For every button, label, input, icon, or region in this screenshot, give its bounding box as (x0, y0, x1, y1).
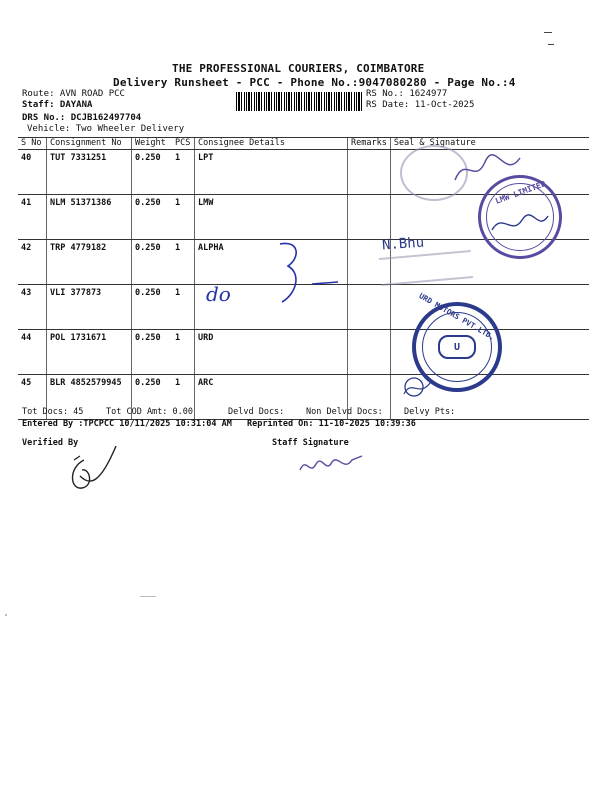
staff-label: Staff: DAYANA (22, 100, 93, 110)
cell-consignee: LMW (195, 195, 348, 240)
company-title: THE PROFESSIONAL COURIERS, COIMBATORE (172, 62, 425, 75)
tot-docs: Tot Docs: 45 (22, 407, 84, 417)
col-pcs: PCS (172, 138, 195, 150)
non-delvd-docs: Non Delvd Docs: (306, 407, 383, 417)
pen-mark (548, 44, 554, 45)
col-sno: S No (18, 138, 47, 150)
rs-number: RS No.: 1624977 (366, 89, 448, 99)
row43-handwritten-note: do (206, 282, 231, 306)
staff-signature-scribble (296, 446, 366, 482)
cell-sno: 43 (18, 285, 47, 330)
urd-stamp-text: URD MOTORS PVT.LTD. (417, 291, 497, 342)
reprinted-on: Reprinted On: 11-10-2025 10:39:36 (247, 419, 416, 429)
alpha-stamp-signature: N.Bhu (381, 234, 425, 254)
scan-speck (140, 596, 156, 597)
delvd-docs: Delvd Docs: (228, 407, 285, 417)
cell-sno: 45 (18, 375, 47, 420)
cell-consignee: ARC (195, 375, 348, 420)
pen-mark (544, 32, 552, 33)
barcode-image (236, 92, 364, 111)
cell-consignment: VLI 377873 (47, 285, 132, 330)
signature-row45 (398, 372, 438, 402)
cell-pcs: 1 (172, 375, 195, 420)
col-weight: Weight (132, 138, 173, 150)
cell-weight: 0.250 (132, 195, 173, 240)
cell-remarks (348, 150, 391, 195)
handwritten-bracket (270, 238, 340, 318)
cell-consignee: ALPHA (195, 240, 348, 285)
cell-consignment: NLM 51371386 (47, 195, 132, 240)
table-header-row (18, 138, 589, 150)
cell-remarks (348, 195, 391, 240)
cell-consignment: POL 1731671 (47, 330, 132, 375)
route-label: Route: AVN ROAD PCC (22, 89, 125, 99)
cell-sno: 40 (18, 150, 47, 195)
table-row (18, 375, 589, 420)
urd-logo-mark: U (438, 335, 476, 359)
cell-consignment: TUT 7331251 (47, 150, 132, 195)
cell-consignment: BLR 4852579945 (47, 375, 132, 420)
cell-pcs: 1 (172, 150, 195, 195)
lmw-stamp-text: LMW LIMITED (493, 179, 547, 206)
table-row (18, 330, 589, 375)
tot-cod-amount: Tot COD Amt: 0.00 (106, 407, 193, 417)
scan-speck (5, 614, 7, 616)
rs-date: RS Date: 11-Oct-2025 (366, 100, 475, 110)
cell-pcs: 1 (172, 285, 195, 330)
cell-pcs: 1 (172, 240, 195, 285)
cell-remarks (348, 285, 391, 330)
cell-weight: 0.250 (132, 285, 173, 330)
cell-pcs: 1 (172, 330, 195, 375)
cell-consignee: LPT (195, 150, 348, 195)
drs-number: DRS No.: DCJB162497704 (22, 113, 142, 123)
entered-by: Entered By :TPCPCC 10/11/2025 10:31:04 AM (22, 419, 232, 429)
cell-weight: 0.250 (132, 150, 173, 195)
cell-sno: 44 (18, 330, 47, 375)
col-consignee: Consignee Details (195, 138, 348, 150)
cell-weight: 0.250 (132, 375, 173, 420)
staff-signature-label: Staff Signature (272, 438, 349, 448)
signature-lmw (490, 210, 550, 240)
cell-consignee: URD (195, 330, 348, 375)
cell-remarks (348, 330, 391, 375)
cell-weight: 0.250 (132, 330, 173, 375)
col-remarks: Remarks (348, 138, 391, 150)
cell-sno: 42 (18, 240, 47, 285)
cell-sno: 41 (18, 195, 47, 240)
delvy-pts: Delvy Pts: (404, 407, 456, 417)
col-seal: Seal & Signature (390, 138, 589, 150)
verified-by-label: Verified By (22, 438, 79, 448)
cell-consignment: TRP 4779182 (47, 240, 132, 285)
vehicle-label: Vehicle: Two Wheeler Delivery (27, 124, 185, 134)
col-consignment: Consignment No (47, 138, 132, 150)
cell-weight: 0.250 (132, 240, 173, 285)
verified-by-signature (60, 440, 130, 500)
cell-pcs: 1 (172, 195, 195, 240)
runsheet-title: Delivery Runsheet - PCC - Phone No.:9047080280 - Page No.:4 (113, 76, 516, 89)
lmw-limited-seal (478, 175, 562, 259)
